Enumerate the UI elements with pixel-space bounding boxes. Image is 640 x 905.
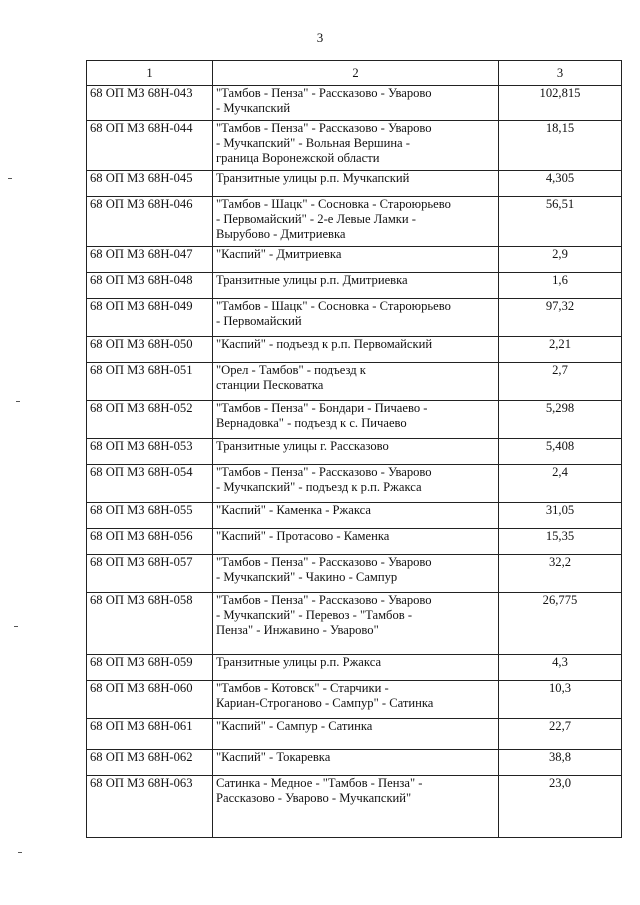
road-name-cell	[213, 555, 499, 593]
table-row	[87, 719, 622, 750]
scan-speck	[14, 626, 18, 627]
road-code-cell: 68 ОП МЗ 68Н-045	[87, 171, 213, 197]
road-length-cell: 2,21	[499, 337, 622, 363]
table-row	[87, 503, 622, 529]
road-length-cell: 15,35	[499, 529, 622, 555]
road-name-line: - Мучкапский" - подъезд к р.п. Ржакса	[216, 480, 422, 494]
road-length-cell: 97,32	[499, 299, 622, 337]
road-code-cell: 68 ОП МЗ 68Н-050	[87, 337, 213, 363]
table-row	[87, 776, 622, 838]
road-length-cell: 1,6	[499, 273, 622, 299]
road-code-cell: 68 ОП МЗ 68Н-052	[87, 401, 213, 439]
table-row	[87, 363, 622, 401]
road-name-cell	[213, 247, 499, 273]
road-name-line: Кариан-Строганово - Сампур" - Сатинка	[216, 696, 434, 710]
road-code-cell: 68 ОП МЗ 68Н-057	[87, 555, 213, 593]
road-length-cell: 102,815	[499, 86, 622, 121]
road-length-cell: 32,2	[499, 555, 622, 593]
road-name-line: станции Песковатка	[216, 378, 324, 392]
scan-speck	[18, 852, 22, 853]
road-name-line: - Первомайский" - 2-е Левые Ламки -	[216, 212, 416, 226]
road-code-cell: 68 ОП МЗ 68Н-055	[87, 503, 213, 529]
road-name-cell	[213, 503, 499, 529]
road-length-cell: 26,775	[499, 593, 622, 655]
table-row	[87, 247, 622, 273]
road-length-cell: 38,8	[499, 750, 622, 776]
road-length-cell: 18,15	[499, 121, 622, 171]
road-name-line: "Тамбов - Пенза" - Рассказово - Уварово	[216, 465, 432, 479]
table-row	[87, 593, 622, 655]
road-code-cell: 68 ОП МЗ 68Н-051	[87, 363, 213, 401]
road-length-cell: 5,408	[499, 439, 622, 465]
road-name-line: Вырубово - Дмитриевка	[216, 227, 346, 241]
road-code-cell: 68 ОП МЗ 68Н-058	[87, 593, 213, 655]
table-row	[87, 86, 622, 121]
road-code-cell: 68 ОП МЗ 68Н-061	[87, 719, 213, 750]
road-name-line: "Каспий" - Сампур - Сатинка	[216, 719, 373, 733]
road-name-line: Транзитные улицы г. Рассказово	[216, 439, 389, 453]
page-number: 3	[316, 30, 324, 45]
road-name-cell	[213, 401, 499, 439]
road-name-line: "Тамбов - Шацк" - Сосновка - Староюрьево	[216, 299, 451, 313]
road-name-cell	[213, 681, 499, 719]
table-row	[87, 171, 622, 197]
road-name-cell	[213, 363, 499, 401]
table-row	[87, 655, 622, 681]
road-length-cell: 2,7	[499, 363, 622, 401]
road-name-line: - Мучкапский" - Вольная Вершина -	[216, 136, 410, 150]
road-name-line: "Каспий" - Дмитриевка	[216, 247, 342, 261]
road-name-line: Пенза" - Инжавино - Уварово"	[216, 623, 379, 637]
roads-table	[86, 60, 622, 838]
road-name-cell	[213, 337, 499, 363]
table-header-row	[87, 61, 622, 86]
road-code-cell: 68 ОП МЗ 68Н-060	[87, 681, 213, 719]
road-name-line: - Мучкапский	[216, 101, 291, 115]
road-name-line: "Тамбов - Пенза" - Рассказово - Уварово	[216, 121, 432, 135]
road-name-line: "Тамбов - Пенза" - Рассказово - Уварово	[216, 555, 432, 569]
scan-speck	[8, 178, 12, 179]
road-name-cell	[213, 197, 499, 247]
road-name-line: "Тамбов - Шацк" - Сосновка - Староюрьево	[216, 197, 451, 211]
road-name-cell	[213, 465, 499, 503]
column-header-code: 1	[87, 61, 213, 86]
table-row	[87, 337, 622, 363]
road-name-cell	[213, 299, 499, 337]
road-code-cell: 68 ОП МЗ 68Н-053	[87, 439, 213, 465]
road-name-cell	[213, 529, 499, 555]
table-row	[87, 681, 622, 719]
road-name-cell	[213, 655, 499, 681]
table-row	[87, 465, 622, 503]
road-length-cell: 4,3	[499, 655, 622, 681]
table-row	[87, 750, 622, 776]
road-length-cell: 2,9	[499, 247, 622, 273]
table-body	[87, 86, 622, 838]
road-code-cell: 68 ОП МЗ 68Н-044	[87, 121, 213, 171]
road-name-line: Транзитные улицы р.п. Дмитриевка	[216, 273, 408, 287]
road-name-line: Транзитные улицы р.п. Ржакса	[216, 655, 382, 669]
road-code-cell: 68 ОП МЗ 68Н-048	[87, 273, 213, 299]
table-row	[87, 529, 622, 555]
road-name-cell	[213, 439, 499, 465]
road-length-cell: 5,298	[499, 401, 622, 439]
table-row	[87, 555, 622, 593]
road-name-line: - Мучкапский" - Чакино - Сампур	[216, 570, 398, 584]
road-name-cell	[213, 593, 499, 655]
road-code-cell: 68 ОП МЗ 68Н-043	[87, 86, 213, 121]
road-code-cell: 68 ОП МЗ 68Н-062	[87, 750, 213, 776]
road-name-line: "Каспий" - подъезд к р.п. Первомайский	[216, 337, 433, 351]
road-name-line: Вернадовка" - подъезд к с. Пичаево	[216, 416, 407, 430]
road-name-line: "Тамбов - Котовск" - Старчики -	[216, 681, 389, 695]
table-row	[87, 273, 622, 299]
table-row	[87, 121, 622, 171]
road-name-line: "Каспий" - Каменка - Ржакса	[216, 503, 371, 517]
road-name-cell	[213, 750, 499, 776]
road-name-line: "Тамбов - Пенза" - Рассказово - Уварово	[216, 86, 432, 100]
road-name-line: - Мучкапский" - Перевоз - "Тамбов -	[216, 608, 413, 622]
road-length-cell: 23,0	[499, 776, 622, 838]
road-code-cell: 68 ОП МЗ 68Н-046	[87, 197, 213, 247]
road-length-cell: 4,305	[499, 171, 622, 197]
road-name-line: "Каспий" - Протасово - Каменка	[216, 529, 390, 543]
column-header-name: 2	[213, 61, 499, 86]
road-name-line: Сатинка - Медное - "Тамбов - Пенза" -	[216, 776, 423, 790]
road-code-cell: 68 ОП МЗ 68Н-063	[87, 776, 213, 838]
road-length-cell: 2,4	[499, 465, 622, 503]
road-name-line: Транзитные улицы р.п. Мучкапский	[216, 171, 410, 185]
column-header-length: 3	[499, 61, 622, 86]
table-row	[87, 197, 622, 247]
road-length-cell: 56,51	[499, 197, 622, 247]
road-name-cell	[213, 719, 499, 750]
road-name-cell	[213, 273, 499, 299]
road-code-cell: 68 ОП МЗ 68Н-059	[87, 655, 213, 681]
scan-speck	[16, 401, 20, 402]
road-code-cell: 68 ОП МЗ 68Н-056	[87, 529, 213, 555]
road-name-line: "Тамбов - Пенза" - Рассказово - Уварово	[216, 593, 432, 607]
road-name-cell	[213, 776, 499, 838]
road-code-cell: 68 ОП МЗ 68Н-047	[87, 247, 213, 273]
road-name-cell	[213, 121, 499, 171]
road-name-line: "Тамбов - Пенза" - Бондари - Пичаево -	[216, 401, 428, 415]
road-name-line: "Орел - Тамбов" - подъезд к	[216, 363, 366, 377]
road-name-line: граница Воронежской области	[216, 151, 380, 165]
road-name-line: "Каспий" - Токаревка	[216, 750, 331, 764]
road-length-cell: 10,3	[499, 681, 622, 719]
road-name-cell	[213, 171, 499, 197]
road-code-cell: 68 ОП МЗ 68Н-049	[87, 299, 213, 337]
table-row	[87, 401, 622, 439]
road-name-line: - Первомайский	[216, 314, 302, 328]
road-code-cell: 68 ОП МЗ 68Н-054	[87, 465, 213, 503]
table-row	[87, 299, 622, 337]
road-length-cell: 22,7	[499, 719, 622, 750]
road-name-cell	[213, 86, 499, 121]
table-row	[87, 439, 622, 465]
road-name-line: Рассказово - Уварово - Мучкапский"	[216, 791, 412, 805]
road-length-cell: 31,05	[499, 503, 622, 529]
